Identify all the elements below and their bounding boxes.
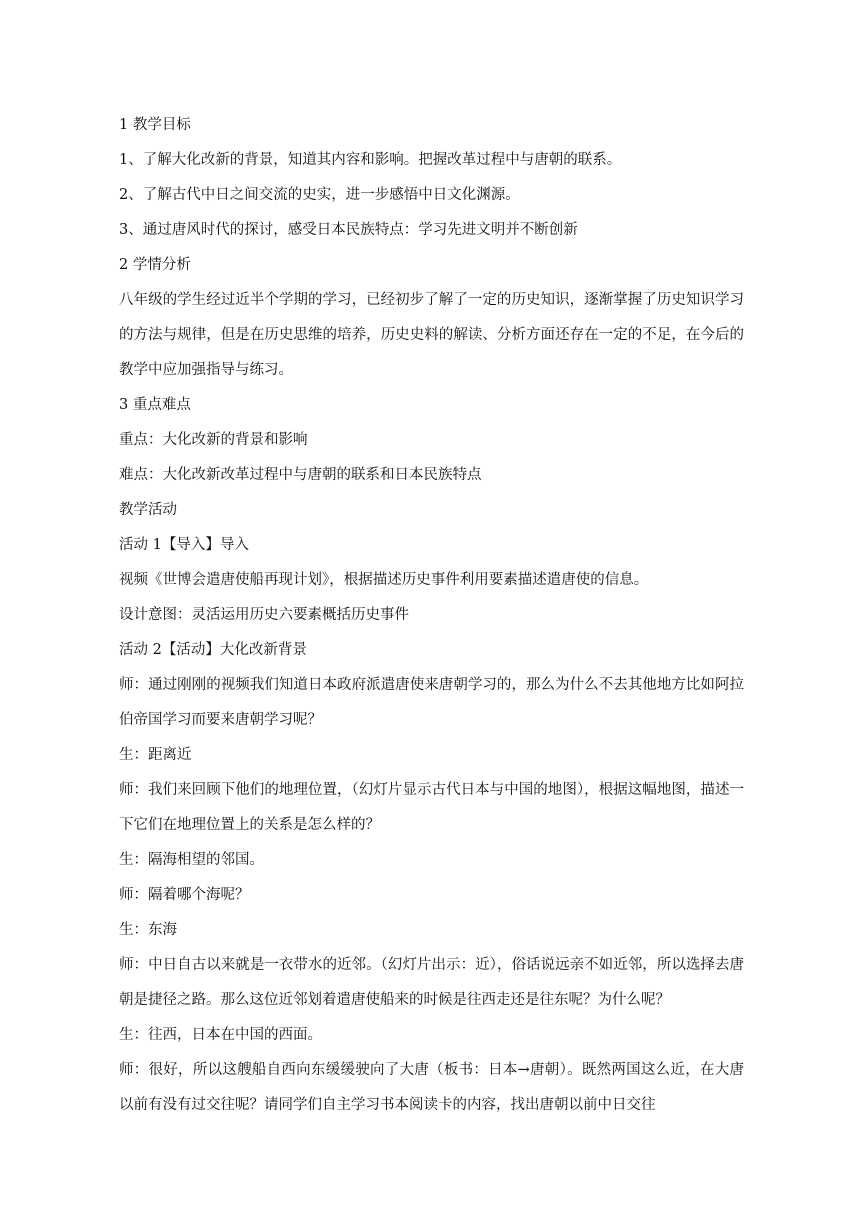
activity-1-heading: 活动 1【导入】导入 — [119, 537, 249, 553]
section-heading-key-points: 3 重点难点 — [119, 397, 191, 413]
document-page — [119, 108, 744, 1123]
section-heading-student-analysis: 2 学情分析 — [119, 257, 191, 273]
student-analysis-text: 八年级的学生经过近半个学期的学习，已经初步了解了一定的历史知识，逐渐掌握了历史知识学习的方法与规律，但是在历史思维的培养，历史史料的解读、分析方面还存在一定的不足，在今后的教学中应加强指导与练习。 — [119, 292, 744, 378]
activity-1-design-intent: 设计意图：灵活运用历史六要素概括历史事件 — [119, 607, 409, 623]
section-heading-activities: 教学活动 — [119, 502, 177, 518]
key-point: 重点：大化改新的背景和影响 — [119, 432, 308, 448]
dialogue-line: 生：东海 — [119, 922, 177, 938]
section-heading-objectives: 1 教学目标 — [119, 117, 191, 133]
dialogue-line: 生：隔海相望的邻国。 — [119, 852, 264, 868]
dialogue-line: 师：中日自古以来就是一衣带水的近邻。（幻灯片出示：近），俗话说远亲不如近邻，所以选择去唐朝是捷径之路。那么这位近邻划着遣唐使船来的时候是往西走还是往东呢？为什么呢？ — [119, 957, 744, 1008]
objective-2: 2、了解古代中日之间交流的史实，进一步感悟中日文化渊源。 — [119, 187, 520, 203]
objective-1: 1、了解大化改新的背景，知道其内容和影响。把握改革过程中与唐朝的联系。 — [119, 152, 622, 168]
dialogue-line: 生：往西，日本在中国的西面。 — [119, 1027, 322, 1043]
dialogue-line: 师：我们来回顾下他们的地理位置，（幻灯片显示古代日本与中国的地图），根据这幅地图，描述一下它们在地理位置上的关系是怎么样的？ — [119, 782, 744, 833]
difficult-point: 难点：大化改新改革过程中与唐朝的联系和日本民族特点 — [119, 467, 482, 483]
dialogue-line: 师：隔着哪个海呢？ — [119, 887, 250, 903]
activity-2-heading: 活动 2【活动】大化改新背景 — [119, 642, 307, 658]
dialogue-line: 师：很好，所以这艘船自西向东缓缓驶向了大唐（板书：日本→唐朝）。既然两国这么近，在大唐以前有没有过交往呢？请同学们自主学习书本阅读卡的内容，找出唐朝以前中日交往 — [119, 1062, 744, 1113]
objective-3: 3、通过唐风时代的探讨，感受日本民族特点：学习先进文明并不断创新 — [119, 222, 578, 238]
activity-1-video: 视频《世博会遣唐使船再现计划》，根据描述历史事件利用要素描述遣唐使的信息。 — [119, 572, 649, 588]
dialogue-line: 生：距离近 — [119, 747, 192, 763]
dialogue-line: 师：通过刚刚的视频我们知道日本政府派遣唐使来唐朝学习的，那么为什么不去其他地方比如阿拉伯帝国学习而要来唐朝学习呢？ — [119, 677, 744, 728]
